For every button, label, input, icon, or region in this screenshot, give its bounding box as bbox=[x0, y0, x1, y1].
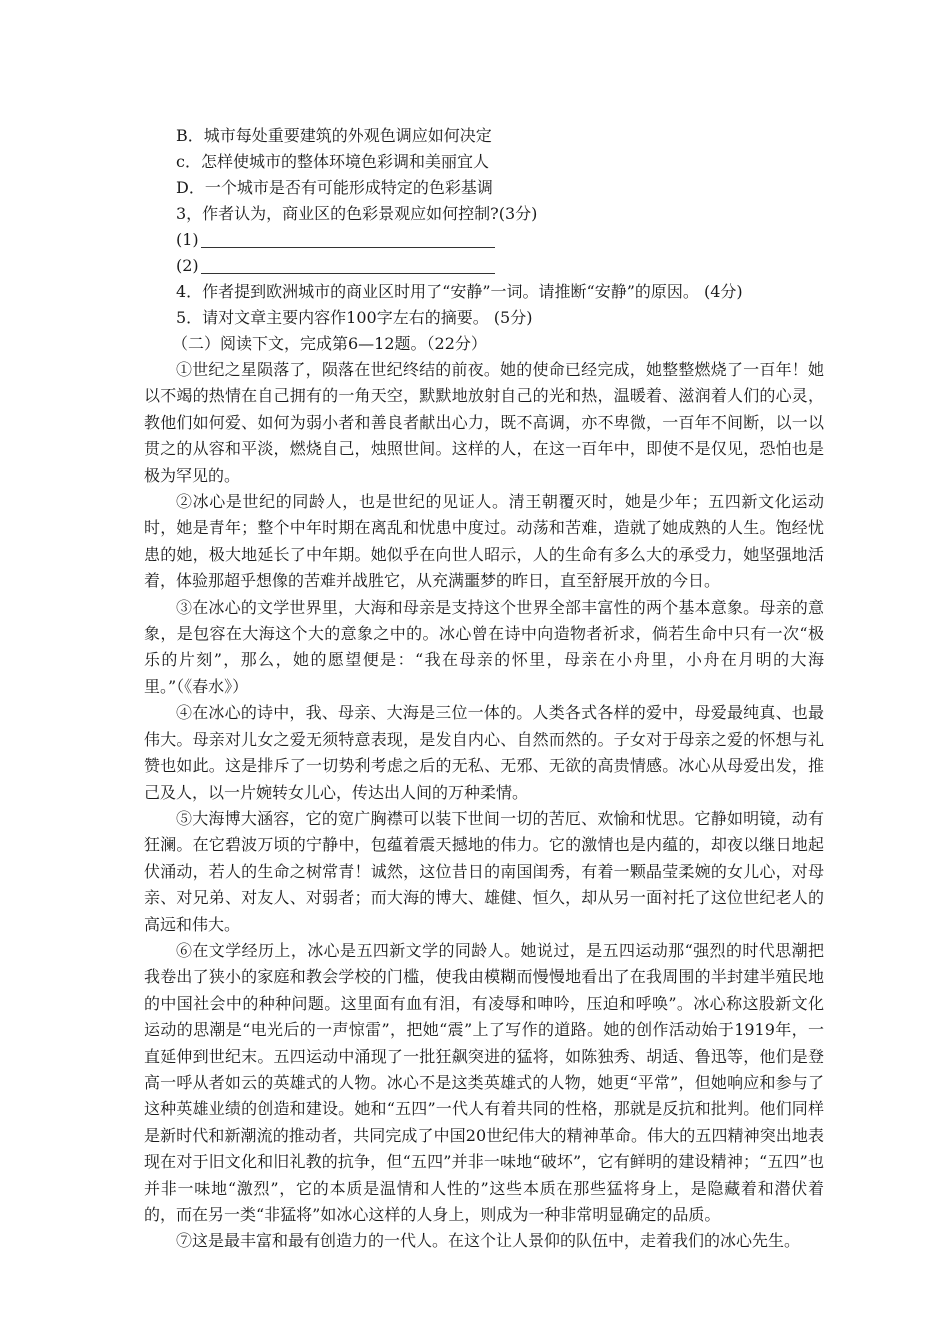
passage-paragraph-7: ⑦这是最丰富和最有创造力的一代人。在这个让人景仰的队伍中，走着我们的冰心先生。 bbox=[176, 1231, 801, 1251]
section-two-title: （二）阅读下文，完成第6—12题。（22分） bbox=[172, 334, 487, 353]
question-3-answer-line-1 bbox=[144, 227, 824, 253]
answer-label-2: (2) bbox=[176, 256, 199, 275]
question-2-option-c: c．怎样使城市的整体环境色彩调和美丽宜人 bbox=[176, 152, 489, 171]
question-5: 5．请对文章主要内容作100字左右的摘要。 (5分) bbox=[176, 308, 533, 327]
question-3-answer-line-2 bbox=[144, 253, 824, 279]
answer-blank-1[interactable] bbox=[201, 229, 495, 248]
passage-paragraph-2: ②冰心是世纪的同龄人，也是世纪的见证人。清王朝覆灭时，她是少年；五四新文化运动时，她是青年；整个中年时期在离乱和忧患中度过。动荡和苦难，造就了她成熟的人生。饱经忧患的她，极大地延长了中年期。她似乎在向世人昭示，人的生命有多么大的承受力，她坚强地活着，体验那超乎想像的苦难并战胜它，从充满噩梦的昨日，直至舒展开放的今日。 bbox=[144, 492, 824, 591]
passage-paragraph-3: ③在冰心的文学世界里，大海和母亲是支持这个世界全部丰富性的两个基本意象。母亲的意象，是包容在大海这个大的意象之中的。冰心曾在诗中向造物者祈求，倘若生命中只有一次“极乐的片刻”，那么，她的愿望便是：“我在母亲的怀里，母亲在小舟里，小舟在月明的大海里。”（《春水》） bbox=[144, 597, 824, 696]
document-content bbox=[144, 123, 824, 1255]
passage-paragraph-4: ④在冰心的诗中，我、母亲、大海是三位一体的。人类各式各样的爱中，母爱最纯真、也最伟大。母亲对儿女之爱无须特意表现，是发自内心、自然而然的。子女对于母亲之爱的怀想与礼赞也如此。这是排斥了一切势利考虑之后的无私、无邪、无欲的高贵情感。冰心从母爱出发，推己及人，以一片婉转女儿心，传达出人间的万种柔情。 bbox=[144, 703, 824, 802]
answer-blank-2[interactable] bbox=[201, 255, 495, 274]
passage-paragraph-5: ⑤大海博大涵容，它的宽广胸襟可以装下世间一切的苦厄、欢愉和忧思。它静如明镜，动有狂澜。在它碧波万顷的宁静中，包蕴着震天撼地的伟力。它的激情也是内蕴的，却夜以继日地起伏涌动，若人的生命之树常青！诚然，这位昔日的南国闺秀，有着一颗晶莹柔婉的女儿心，对母亲、对兄弟、对友人、对弱者；而大海的博大、雄健、恒久，却从另一面衬托了这位世纪老人的高远和伟大。 bbox=[144, 808, 824, 934]
passage-paragraph-1: ①世纪之星陨落了，陨落在世纪终结的前夜。她的使命已经完成，她整整燃烧了一百年！她以不竭的热情在自己拥有的一角天空，默默地放射自己的光和热，温暖着、滋润着人们的心灵，教他们如何爱、如何为弱小者和善良者献出心力，既不高调，亦不卑微，一百年不间断，以一以贯之的从容和平淡，燃烧自己，烛照世间。这样的人，在这一百年中，即使不是仅见，恐怕也是极为罕见的。 bbox=[144, 360, 824, 485]
question-2-option-d: D．一个城市是否有可能形成特定的色彩基调 bbox=[176, 178, 493, 197]
passage-paragraph-6: ⑥在文学经历上，冰心是五四新文学的同龄人。她说过，是五四运动那“强烈的时代思潮把我卷出了狭小的家庭和教会学校的门槛，使我由模糊而慢慢地看出了在我周围的半封建半殖民地的中国社会中的种种问题。这里面有血有泪，有凌辱和呻吟，压迫和呼唤”。冰心称这股新文化运动的思潮是“电光后的一声惊雷”，把她“震”上了写作的道路。她的创作活动始于1919年，一直延伸到世纪末。五四运动中涌现了一批狂飙突进的猛将，如陈独秀、胡适、鲁迅等，他们是登高一呼从者如云的英雄式的人物。冰心不是这类英雄式的人物，她更“平常”，但她响应和参与了这种英雄业绩的创造和建设。她和“五四”一代人有着共同的性格，那就是反抗和批判。他们同样是新时代和新潮流的推动者，共同完成了中国20世纪伟大的精神革命。伟大的五四精神突出地表现在对于旧文化和旧礼教的抗争，但“五四”并非一味地“破坏”，它有鲜明的建设精神；“五四”也并非一味地“激烈”，它的本质是温情和人性的”这些本质在那些猛将身上，是隐藏着和潜伏着的，而在另一类“非猛将”如冰心这样的人身上，则成为一种非常明显确定的品质。 bbox=[144, 940, 824, 1224]
question-2-option-b: B．城市每处重要建筑的外观色调应如何决定 bbox=[176, 126, 492, 145]
question-4: 4．作者提到欧洲城市的商业区时用了“安静”一词。请推断“安静”的原因。 (4分) bbox=[176, 282, 743, 301]
answer-label-1: (1) bbox=[176, 230, 199, 249]
question-3: 3，作者认为，商业区的色彩景观应如何控制?(3分) bbox=[176, 204, 538, 223]
